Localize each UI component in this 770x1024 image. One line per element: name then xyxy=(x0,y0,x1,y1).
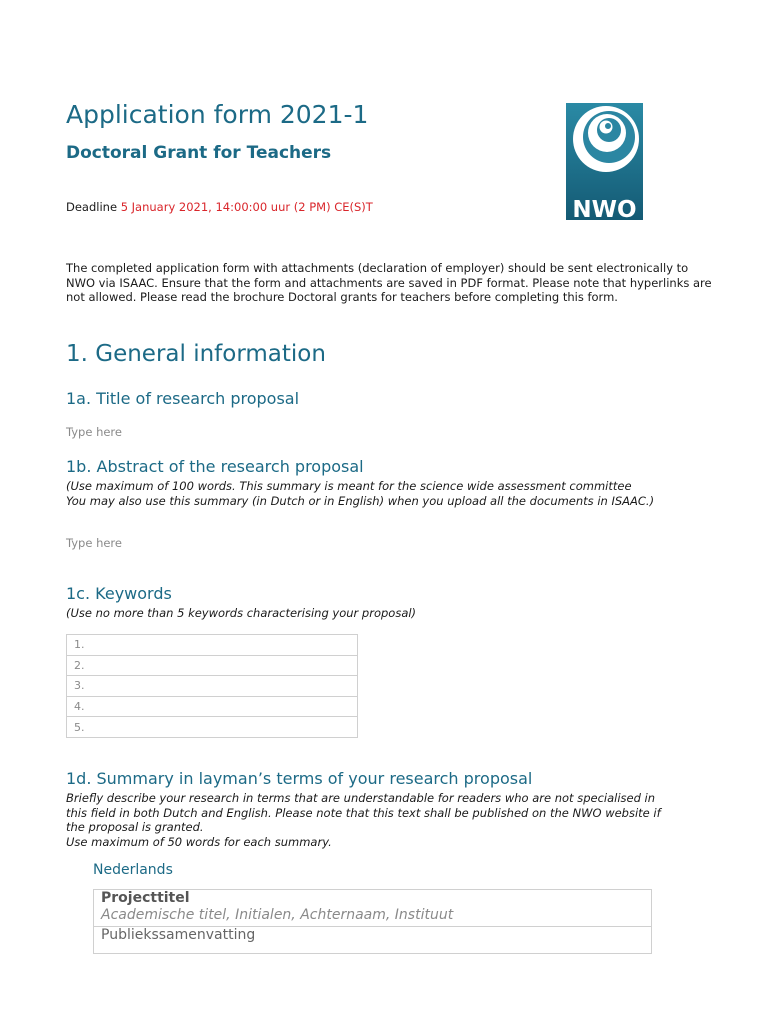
summary-note-line: the proposal is granted. xyxy=(66,820,204,835)
heading-1d: 1d. Summary in layman’s terms of your research proposal xyxy=(66,769,533,788)
keyword-field-3[interactable]: 3. xyxy=(67,676,358,697)
keyword-field-1[interactable]: 1. xyxy=(67,635,358,656)
summary-note-line: this field in both Dutch and English. Please note that this text shall be published on the NWO website if xyxy=(66,805,661,820)
form-title: Application form 2021-1 xyxy=(66,100,369,129)
keyword-field-2[interactable]: 2. xyxy=(67,655,358,676)
abstract-note-line: (Use maximum of 100 words. This summary is meant for the science wide assessment committee xyxy=(66,479,632,493)
summary-note xyxy=(66,791,726,849)
nwo-logo xyxy=(566,103,643,220)
abstract-input[interactable]: Type here xyxy=(66,536,122,550)
deadline xyxy=(66,200,373,214)
heading-1b: 1b. Abstract of the research proposal xyxy=(66,457,364,476)
heading-1c: 1c. Keywords xyxy=(66,584,172,603)
intro-text: The completed application form with attachments (declaration of employer) should be sent electronically to NWO via ISAAC. Ensure that the form and attachments are saved in PDF format. Please note that hyperlinks are not allowed. Please read the brochure Doctoral grants for teachers before completing this form. xyxy=(66,261,712,305)
summary-note-line: Briefly describe your research in terms that are understandable for readers who are not specialised in xyxy=(66,791,656,805)
keyword-field-5[interactable]: 5. xyxy=(67,717,358,738)
keyword-field-4[interactable]: 4. xyxy=(67,696,358,717)
heading-1a: 1a. Title of research proposal xyxy=(66,389,300,408)
keywords-table xyxy=(66,634,358,738)
abstract-note-line: You may also use this summary (in Dutch or in English) when you upload all the documents in ISAAC.) xyxy=(66,493,655,508)
title-input[interactable]: Type here xyxy=(66,425,122,439)
section-general-information: 1. General information xyxy=(66,341,326,367)
abstract-note xyxy=(66,479,726,508)
summary-note-line: Use maximum of 50 words for each summary. xyxy=(66,834,332,849)
heading-nederlands: Nederlands xyxy=(93,862,173,878)
deadline-value: 5 January 2021, 14:00:00 uur (2 PM) CE(S)T xyxy=(120,200,373,214)
nwo-logo-text: NWO xyxy=(572,197,637,220)
project-title-input[interactable]: Academische titel, Initialen, Achternaam, Instituut xyxy=(101,906,454,923)
dutch-summary-table xyxy=(93,889,652,954)
project-title-label: Projecttitel xyxy=(101,890,190,906)
keywords-note: (Use no more than 5 keywords characterising your proposal) xyxy=(66,606,417,620)
form-subtitle: Doctoral Grant for Teachers xyxy=(66,143,332,163)
deadline-label: Deadline xyxy=(66,200,121,214)
public-summary-input[interactable]: Publiekssamenvatting xyxy=(101,927,256,943)
